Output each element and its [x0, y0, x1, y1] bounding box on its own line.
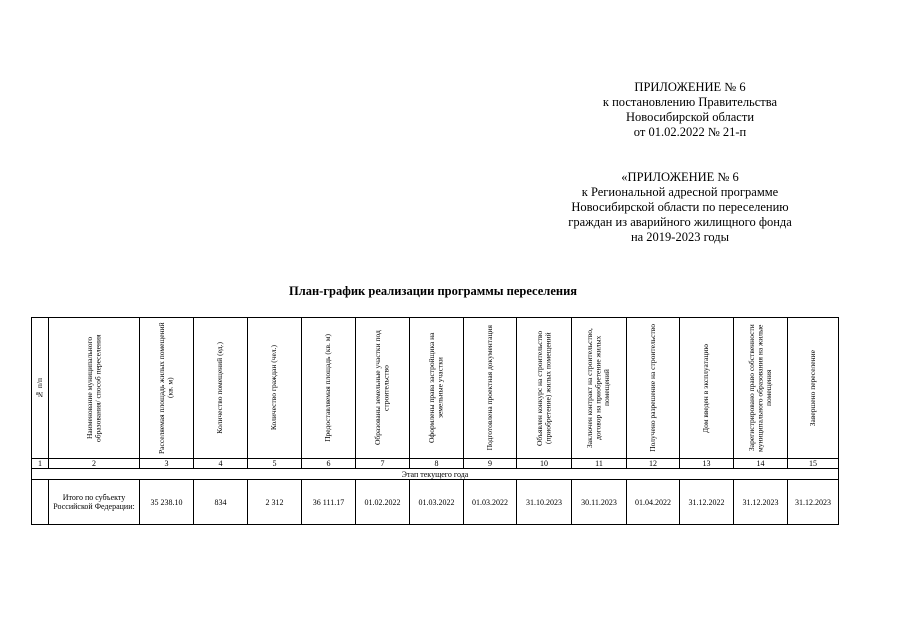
decree-appendix-line: ПРИЛОЖЕНИЕ № 6: [634, 80, 746, 94]
header-label: Объявлен конкурс на строительство (приобретение) жилых помещений: [534, 330, 552, 446]
column-number: 12: [627, 459, 680, 469]
table-cell: Итого по субъекту Российской Федерации:: [49, 480, 140, 525]
header-cell: [517, 318, 572, 459]
header-label: Оформлены права застройщика на земельные участки: [427, 332, 445, 444]
table-cell: 31.12.2023: [788, 480, 839, 525]
header-cell: [248, 318, 302, 459]
column-number: 7: [356, 459, 410, 469]
column-number: 13: [680, 459, 734, 469]
header-cell: [788, 318, 839, 459]
table-cell: 31.10.2023: [517, 480, 572, 525]
table-cell: 31.12.2023: [734, 480, 788, 525]
header-label: Дом введен в эксплуатацию: [701, 343, 711, 433]
header-label: Зарегистрировано право собственности муниципального образования на жилые помещения: [746, 324, 773, 452]
column-number: 1: [32, 459, 49, 469]
column-number: 4: [194, 459, 248, 469]
decree-appendix-line: от 01.02.2022 № 21-п: [633, 125, 747, 139]
table-header-row: [32, 318, 839, 459]
header-cell: [356, 318, 410, 459]
table-cell: 31.12.2022: [680, 480, 734, 525]
header-label: Получено разрешение на строительство: [647, 324, 657, 452]
header-cell: [140, 318, 194, 459]
document-title: План-график реализации программы переселения: [288, 284, 578, 298]
header-label: Предоставляемая площадь (кв. м): [323, 334, 333, 442]
column-number: 3: [140, 459, 194, 469]
header-cell: [32, 318, 49, 459]
table-cell: 2 312: [248, 480, 302, 525]
header-label: Расселяемая площадь жилых помещений (кв. м): [157, 322, 175, 454]
program-appendix-line: на 2019-2023 годы: [630, 230, 730, 244]
header-label: Наименование муниципального образования/ способ переселения: [84, 334, 102, 442]
program-appendix-line: «ПРИЛОЖЕНИЕ № 6: [621, 170, 739, 184]
header-cell: [734, 318, 788, 459]
header-cell: [302, 318, 356, 459]
program-appendix-line: граждан из аварийного жилищного фонда: [568, 215, 792, 229]
header-cell: [194, 318, 248, 459]
column-number: 8: [410, 459, 464, 469]
table-cell: 834: [194, 480, 248, 525]
program-appendix-block: [520, 170, 840, 245]
table-cell: 36 111.17: [302, 480, 356, 525]
table-cell: 01.03.2022: [410, 480, 464, 525]
header-label: Подготовлена проектная документация: [484, 325, 494, 451]
header-label: № п/п: [34, 377, 44, 399]
decree-appendix-line: Новосибирской области: [625, 110, 755, 124]
column-number: 9: [464, 459, 517, 469]
column-number: 10: [517, 459, 572, 469]
header-cell: [680, 318, 734, 459]
header-cell: [464, 318, 517, 459]
column-number-row: [32, 459, 839, 469]
resettlement-schedule-table: [31, 317, 839, 525]
program-appendix-line: к Региональной адресной программе: [581, 185, 779, 199]
table-row: [32, 480, 839, 525]
header-label: Количество помещений (ед.): [215, 342, 225, 434]
table-cell: 01.02.2022: [356, 480, 410, 525]
column-number: 11: [572, 459, 627, 469]
table-cell: [32, 480, 49, 525]
header-label: Количество граждан (чел.): [269, 345, 279, 431]
header-cell: [410, 318, 464, 459]
column-number: 2: [49, 459, 140, 469]
table-cell: 01.04.2022: [627, 480, 680, 525]
column-number: 15: [788, 459, 839, 469]
decree-appendix-line: к постановлению Правительства: [602, 95, 778, 109]
header-cell: [49, 318, 140, 459]
column-number: 14: [734, 459, 788, 469]
column-number: 6: [302, 459, 356, 469]
stage-label: Этап текущего года: [32, 469, 839, 480]
header-label: Завершено переселение: [807, 349, 817, 427]
table-cell: 35 238.10: [140, 480, 194, 525]
header-cell: [627, 318, 680, 459]
column-number: 5: [248, 459, 302, 469]
stage-row: [32, 469, 839, 480]
table-cell: 30.11.2023: [572, 480, 627, 525]
table-cell: 01.03.2022: [464, 480, 517, 525]
header-cell: [572, 318, 627, 459]
header-label: Образованы земельные участки под строительство: [373, 330, 391, 446]
header-label: Заключен контракт на строительство, договор на приобретение жилых помещений: [585, 328, 612, 448]
decree-appendix-block: [540, 80, 840, 140]
program-appendix-line: Новосибирской области по переселению: [571, 200, 789, 214]
